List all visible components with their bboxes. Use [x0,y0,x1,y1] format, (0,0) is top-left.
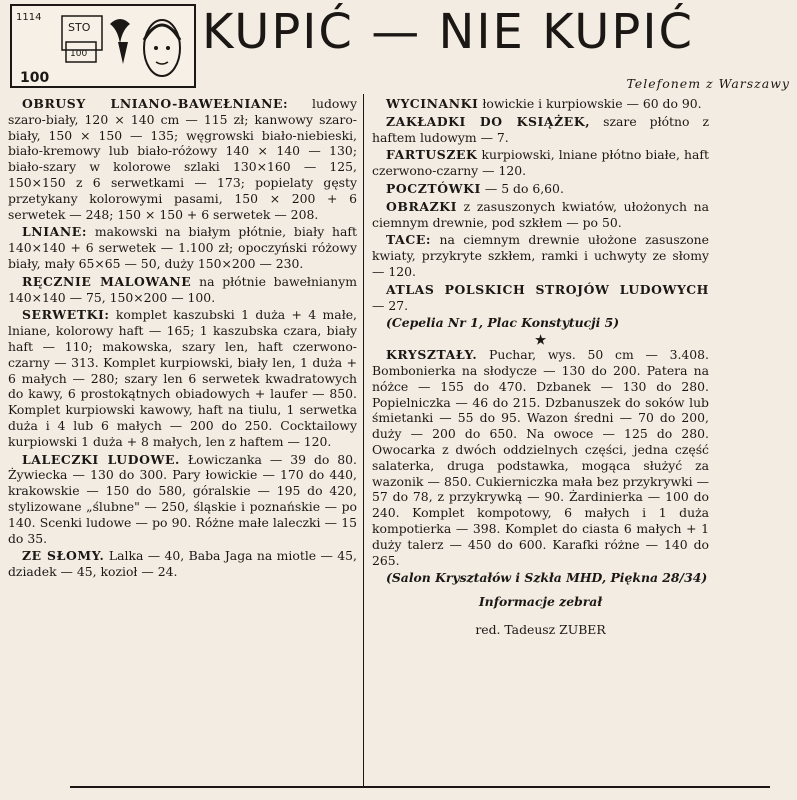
entry-heading: KRYSZTAŁY. [386,347,478,363]
byline: Telefonem z Warszawy [626,76,790,91]
entry-zakladki [372,114,709,146]
column-divider [363,94,364,786]
left-column [8,96,357,582]
entry-heading: RĘCZNIE MALOWANE [22,273,192,289]
page-title: KUPIĆ — NIE KUPIĆ [202,4,695,60]
entry-heading: FARTUSZEK [386,147,478,163]
entry-heading: LNIANE: [22,224,87,240]
entry-text: — 5 do 6,60. [484,180,564,196]
entry-lniane [8,224,357,271]
entry-ze-slomy [8,548,357,580]
entry-obrusy [8,96,357,222]
source-salon: (Salon Kryształów i Szkła MHD, Piękna 28/34) [386,570,708,586]
entry-text: Łowiczanka — 39 do 80. Żywiecka — 130 do 300. Pary łowickie — 170 do 440, krakowskie — 150 do 580, góralskie — 195 do 420, stylizowane „ślubne" — 250, śląskie i poznańskie — po 140. Scenki ludowe — po 90. Różne małe laleczki — 15 do 35. [8,451,357,546]
entry-heading: WYCINANKI [386,96,479,111]
entry-heading: ATLAS POLSKICH STROJÓW LUDOWYCH [386,281,709,297]
credits-label: Informacje zebrał [478,594,603,610]
entry-text: Lalka — 40, Baba Jaga na miotle — 45, dziadek — 45, kozioł — 24. [8,548,357,580]
entry-text: na ciemnym drewnie ułożone zasuszone kwiaty, przykryte szkłem, ramki i uchwyty ze słomy — 120. [372,232,709,279]
entry-tace [372,232,709,279]
entry-pocztowki [372,181,709,197]
credits-author: red. Tadeusz ZUBER [475,622,606,638]
entry-recznie-malowane [8,274,357,306]
entry-heading: OBRAZKI [386,198,457,214]
logo-number-top: 1114 [16,12,42,23]
entry-atlas [372,282,709,314]
entry-text: Puchar, wys. 50 cm — 3.408. Bombonierka na słodycze — 130 do 200. Patera na nóżce — 155 do 470. Dzbanek — 130 do 280. Popielniczka — 46 do 215. Dzbanuszek do soków lub śmietanki — 55 do 95. Wazon średni — 70 do 200, duży — 200 do 650. Na owoce — 125 do 280. Owocarka z dwóch oddzielnych części, jedna część salaterka, druga podstawka, mogąca służyć za wazonik — 850. Cukierniczka mała bez przykrywki — 57 do 78, z przykrywką — 90. Żardinierka — 100 do 240. Komplet kompotowy, 6 małych i 1 duża kompotierka — 398. Komplet do ciasta 6 małych + 1 duży talerz — 450 do 600. Karafki różne — 140 do 265. [372,347,709,568]
entry-text: szare płótno z haftem ludowym — 7. [372,113,709,145]
entry-text: łowickie i kurpiowskie — 60 do 90. [482,96,702,111]
entry-heading: LALECZKI LUDOWE. [22,451,180,467]
entry-heading: OBRUSY LNIANO-BAWEŁNIANE: [22,96,289,111]
entry-obrazki [372,199,709,231]
star-separator-icon: ★ [534,332,547,348]
entry-wycinanki [372,96,709,112]
entry-text: makowski na białym płótnie, biały haft 140×140 + 6 serwetek — 1.100 zł; opoczyński różowy biały, mały 65×65 — 50, duży 150×200 — 230. [8,224,357,271]
svg-text:100: 100 [70,49,88,59]
entry-fartuszek [372,147,709,179]
logo-number-bottom: 100 [20,70,50,86]
entry-heading: TACE: [386,232,432,248]
column-logo [10,4,196,88]
source-cepelia: (Cepelia Nr 1, Plac Konstytucji 5) [386,315,620,331]
bottom-rule [70,786,770,788]
svg-text:STO: STO [68,21,91,34]
entry-heading: ZE SŁOMY. [22,548,105,564]
entry-text: kurpiowski, lniane płótno białe, haft czerwono-czarny — 120. [372,147,709,179]
entry-heading: SERWETKI: [22,307,110,323]
entry-text: na płótnie bawełnianym 140×140 — 75, 150×200 — 100. [8,273,358,305]
entry-text: komplet kaszubski 1 duża + 4 małe, lniane, kolorowy haft — 165; 1 kaszubska czara, biały haft — 110; makowska, szary len, haft czerwono-czarny — 313. Komplet kurpiowski, biały len, 1 duża + 6 małych — 280; szary len 6 serwetek kwadratowych do kawy, 6 prostokątnych obiadowych + laufer — 850. Komplet kurpiowski kawowy, haft na tiulu, 1 serwetka duża i 4 lub 6 małych — 200 do 250. Cocktailowy kurpiowski 1 duża + 8 małych, len z haftem — 120. [8,307,357,449]
entry-krysztaly [372,347,709,568]
entry-text: — 27. [372,297,409,313]
right-column [372,96,709,650]
entry-serwetki [8,307,357,449]
logo-drawing-icon [10,4,196,88]
entry-text: z zasuszonych kwiatów, ułożonych na ciemnym drewnie, pod szkłem — po 50. [372,198,709,230]
entry-heading: POCZTÓWKI [386,180,481,196]
entry-text: ludowy szaro-biały, 120 × 140 cm — 115 zł; kanwowy szaro-biały, 150 × 150 — 135; węgrowski biało-niebieski, biało-kremowy lub biało-różowy 140 × 140 — 130; biało-szary w kolorowe szlaki 130×160 — 125, 150×150 z 6 serwetkami — 173; popielaty gęsty przetykany kolorowymi pasami, 150 × 200 + 6 serwetek — 248; 150 × 150 + 6 serwetek — 208. [8,96,357,222]
entry-laleczki [8,452,357,547]
entry-heading: ZAKŁADKI DO KSIĄŻEK, [386,113,591,129]
